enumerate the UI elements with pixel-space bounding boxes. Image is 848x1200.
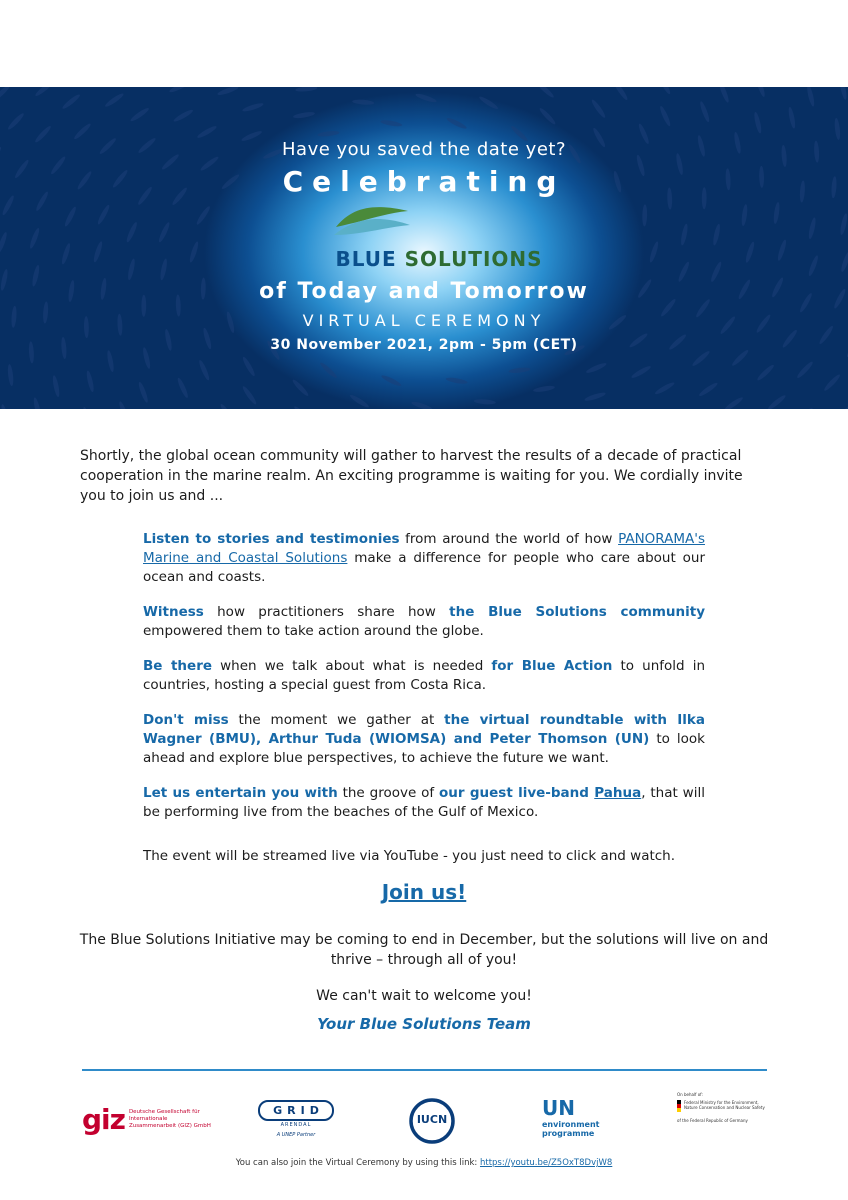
fish-shape — [837, 402, 848, 409]
virtual-ceremony-heading: VIRTUAL CEREMONY — [302, 311, 546, 330]
fish-shape — [478, 95, 499, 111]
event-date: 30 November 2021, 2pm - 5pm (CET) — [270, 337, 578, 353]
fish-shape — [776, 239, 787, 261]
fish-shape — [125, 221, 138, 243]
unep-logo: UN environment programme — [542, 1096, 600, 1138]
fish-shape — [295, 87, 317, 92]
fish-shape — [584, 391, 606, 402]
fish-shape — [806, 87, 816, 107]
fish-shape — [753, 111, 763, 134]
fish-shape — [291, 378, 310, 397]
fish-shape — [840, 250, 848, 272]
fish-shape — [52, 375, 61, 398]
fish-shape — [173, 108, 194, 123]
fish-shape — [648, 241, 659, 263]
fish-shape — [28, 227, 40, 249]
fish-shape — [293, 405, 312, 409]
fish-shape — [106, 350, 115, 373]
fish-shape — [654, 381, 675, 396]
fish-shape — [787, 107, 796, 130]
wave-logo-icon — [334, 199, 410, 239]
fish-shape — [533, 385, 555, 393]
fish-shape — [92, 241, 103, 263]
fish-shape — [658, 105, 671, 127]
fish-shape — [195, 205, 211, 226]
fish-shape — [219, 403, 236, 409]
fish-shape — [657, 87, 672, 95]
fish-shape — [680, 223, 689, 246]
fish-shape — [823, 373, 842, 392]
fish-shape — [129, 106, 150, 122]
fish-shape — [157, 221, 171, 243]
fish-shape — [508, 367, 530, 374]
intro-paragraph: Shortly, the global ocean community will gather to harvest the results of a decade of practical cooperation in the marine realm. An exciting programme is waiting for you. We cordially invite you to join us and ... — [80, 448, 743, 504]
fish-shape — [159, 258, 168, 281]
fish-shape — [755, 87, 767, 98]
save-date-heading: Have you saved the date yet? — [282, 139, 566, 160]
fish-shape — [96, 204, 111, 226]
fish-shape — [834, 118, 841, 140]
fish-shape — [474, 399, 496, 406]
fish-shape — [32, 397, 42, 409]
fish-shape — [7, 112, 26, 131]
stream-note: The event will be streamed live via YouTube - you just need to click and watch. — [143, 848, 676, 864]
fish-shape — [352, 99, 374, 106]
fish-shape — [241, 356, 256, 377]
fish-shape — [127, 258, 136, 281]
programme-item-entertain: Let us entertain you with the groove of our guest live-band Pahua, that will be performing live from the beaches of the Gulf of Mexico. — [143, 785, 705, 820]
fish-shape — [85, 370, 95, 393]
panorama-link[interactable]: PANORAMA's Marine and Coastal Solutions — [143, 531, 705, 566]
fish-shape — [34, 87, 54, 98]
fish-shape — [536, 87, 555, 99]
divider — [82, 1069, 767, 1071]
fish-shape — [744, 241, 755, 263]
fish-shape — [319, 361, 338, 379]
youtube-link[interactable]: https://youtu.be/Z5OxT8DvjW8 — [479, 1158, 613, 1168]
fish-shape — [0, 87, 11, 102]
fish-shape — [82, 406, 94, 409]
programme-item-be-there: Be there when we talk about what is needed for Blue Action to unfold in countries, hosting a special guest from Costa Rica. — [143, 658, 706, 693]
fish-shape — [293, 111, 315, 119]
fish-shape — [63, 206, 77, 228]
fish-shape — [585, 361, 607, 374]
fish-shape — [712, 223, 721, 246]
team-signature: Your Blue Solutions Team — [317, 1015, 531, 1033]
fish-shape — [538, 107, 557, 126]
iucn-logo: IUCN — [408, 1097, 456, 1145]
fish-shape — [217, 87, 239, 97]
fish-shape — [446, 116, 468, 130]
fish-shape — [807, 255, 819, 277]
fish-shape — [242, 102, 264, 113]
blue-solutions-logo: BLUE SOLUTIONS — [335, 247, 543, 271]
fish-shape — [188, 241, 199, 263]
fish-shape — [317, 130, 339, 137]
fish-shape — [718, 87, 731, 103]
fish-shape — [60, 243, 71, 265]
fish-shape — [73, 122, 92, 141]
fish-shape — [445, 376, 467, 384]
fish-shape — [773, 202, 781, 224]
fish-shape — [0, 404, 9, 409]
fish-shape — [196, 124, 217, 139]
fish-shape — [590, 98, 607, 119]
today-tomorrow-heading: of Today and Tomorrow — [259, 279, 589, 304]
fish-shape — [168, 87, 190, 94]
fish-shape — [613, 87, 630, 101]
fish-shape — [415, 92, 437, 103]
fish-shape — [698, 381, 719, 397]
german-flag-icon — [677, 1100, 681, 1112]
fish-shape — [104, 92, 125, 108]
footer-note: You can also join the Virtual Ceremony by using this link: https://youtu.be/Z5OxT8DvjW8 — [235, 1158, 613, 1168]
programme-item-listen: Listen to stories and testimonies from around the world of how PANORAMA's Marine and Coastal Solutions make a difference for people who care about our ocean and coasts. — [143, 531, 705, 585]
fish-shape — [198, 359, 211, 381]
fish-shape — [807, 217, 816, 240]
fish-shape — [642, 204, 647, 226]
fish-shape — [118, 401, 131, 409]
fish-shape — [411, 400, 433, 409]
pahua-link[interactable]: Pahua — [594, 785, 642, 801]
fish-shape — [630, 364, 651, 379]
grid-arendal-logo: GRID ARENDAL A UNEP Partner — [258, 1100, 334, 1138]
fish-shape — [699, 101, 711, 123]
welcome-line: We can't wait to welcome you! — [316, 988, 532, 1004]
fish-shape — [767, 394, 787, 409]
programme-item-witness: Witness how practitioners share how the Blue Solutions community empowered them to take action around the globe. — [143, 604, 705, 639]
fish-shape — [756, 363, 775, 382]
initiative-note: The Blue Solutions Initiative may be coming to end in December, but the solutions will live on and thrive – through all of you! — [79, 932, 769, 968]
fish-shape — [61, 93, 81, 111]
fish-shape — [349, 393, 370, 409]
fish-shape — [176, 377, 189, 399]
giz-logo: giz Deutsche Gesellschaft für Internationale Zusammenarbeit (GIZ) GmbH — [82, 1103, 211, 1136]
fish-shape — [7, 364, 14, 386]
fish-shape — [0, 231, 8, 253]
programme-item-roundtable: Don't miss the moment we gather at the virtual roundtable with Ilka Wagner (BMU), Arthur Tuda (WIOMSA) and Peter Thomson (UN) to look ahead and explore blue perspectives, to achieve the future we want. — [143, 712, 705, 766]
fish-shape — [723, 396, 744, 409]
fish-shape — [838, 87, 847, 100]
fish-shape — [741, 204, 749, 226]
fish-shape — [137, 381, 149, 403]
join-us-link[interactable]: Join us! — [381, 880, 467, 904]
fish-shape — [380, 374, 402, 388]
fish-shape — [794, 406, 814, 409]
fish-shape — [839, 213, 848, 236]
fish-shape — [241, 385, 258, 406]
fish-shape — [380, 119, 402, 127]
programme-list — [143, 530, 705, 838]
fish-shape — [796, 360, 815, 379]
bmu-logo: On behalf of: Federal Ministry for the Environment, Nature Conservation and Nuclear Safety of the Federal Republic of Germany — [677, 1092, 765, 1123]
fish-shape — [609, 407, 631, 409]
celebrating-heading: Celebrating — [282, 165, 566, 198]
hero-banner — [0, 87, 848, 409]
